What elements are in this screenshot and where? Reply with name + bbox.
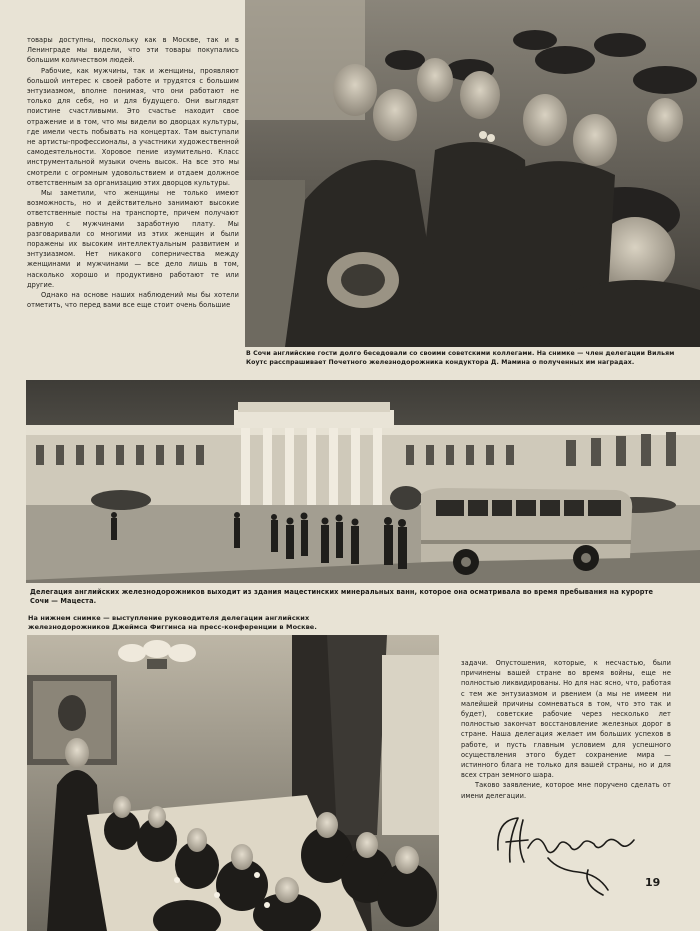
paragraph: Таково заявление, которое мне поручено сделать от имени делегации. bbox=[461, 781, 671, 800]
paragraph: Рабочие, как мужчины, так и женщины, проявляют большой интерес к своей работе и трудятся с большим энтузиазмом, вполне понимая, что они работают не только для себя, но и для будущего. Они выглядят поистине счастливыми. Это счастье находит свое отражение и в том, что мы видели во дворцах культуры, где имели честь побывать на концертах. Там выступали не артисты-профессионалы, а участники художественной самодеятельности. Хоровое пение изумительно. Класс инструментальной музыки очень высок. На все это мы смотрели с огромным удовольствием и отдаем должное ответственным за организацию этих дворцов культуры. bbox=[27, 66, 239, 187]
signature bbox=[488, 800, 648, 900]
page-number: 19 bbox=[645, 876, 661, 889]
paragraph: задачи. Опустошения, которые, к несчастью, были причинены вашей стране во время войны, еще не полностью ликвидированы. Но для нас ясно, что, работая с тем же энтузиазмом и рвением (а мы не имеем ни малейшей причины сомневаться в том, что это так и будет), советские рабочие через несколько лет полностью закончат восстановление железных дорог в стране. Наша делегация желает им больших успехов в работе, и пусть главным условием для успешного осуществления этого будет сохранение мира — истинного блага не только для вашей страны, но и для всех стран земного шара. bbox=[461, 659, 671, 780]
caption-matsesta-building: Делегация английских железнодорожников выходит из здания мацестинских минеральных ванн, которое она осматривала во время пребывания на курорте Сочи — Мацеста. bbox=[30, 588, 654, 605]
caption-sochi-conversation: В Сочи английские гости долго беседовали со своими советскими коллегами. На снимке — член делегации Вильям Коутс расспрашивает Почетного железнодорожника кондуктора Д. Мамина о полученных им наградах. bbox=[246, 350, 675, 366]
caption-press-conference: На нижнем снимке — выступление руководителя делегации английских железнодорожников Джеймса Фиггинса на пресс-конференции в Москве. bbox=[28, 614, 317, 631]
photo-matsesta-building bbox=[26, 380, 700, 583]
paragraph: Мы заметили, что женщины не только имеют возможность, но и действительно занимают высокие ответственные посты на транспорте, причем получают равную с мужчинами заработную плату. Мы разговаривали со многими из этих женщин и были поражены их высоким интеллектуальным развитием и энтузиазмом. Нет никакого соперничества между женщинами и мужчинами — все дело лишь в том, насколько хорошо и продуктивно работают те или другие. bbox=[27, 189, 239, 289]
photo-press-conference bbox=[27, 635, 439, 931]
paragraph: товары доступны, поскольку как в Москве, так и в Ленинграде мы видели, что эти товары покупались большим количеством людей. bbox=[27, 36, 239, 65]
paragraph: Однако на основе наших наблюдений мы бы хотели отметить, что перед вами все еще стоит очень большие bbox=[27, 291, 239, 310]
text-column-bottom-right bbox=[461, 658, 671, 801]
text-column-top-left bbox=[27, 35, 239, 310]
photo-sochi-conversation bbox=[245, 0, 700, 347]
